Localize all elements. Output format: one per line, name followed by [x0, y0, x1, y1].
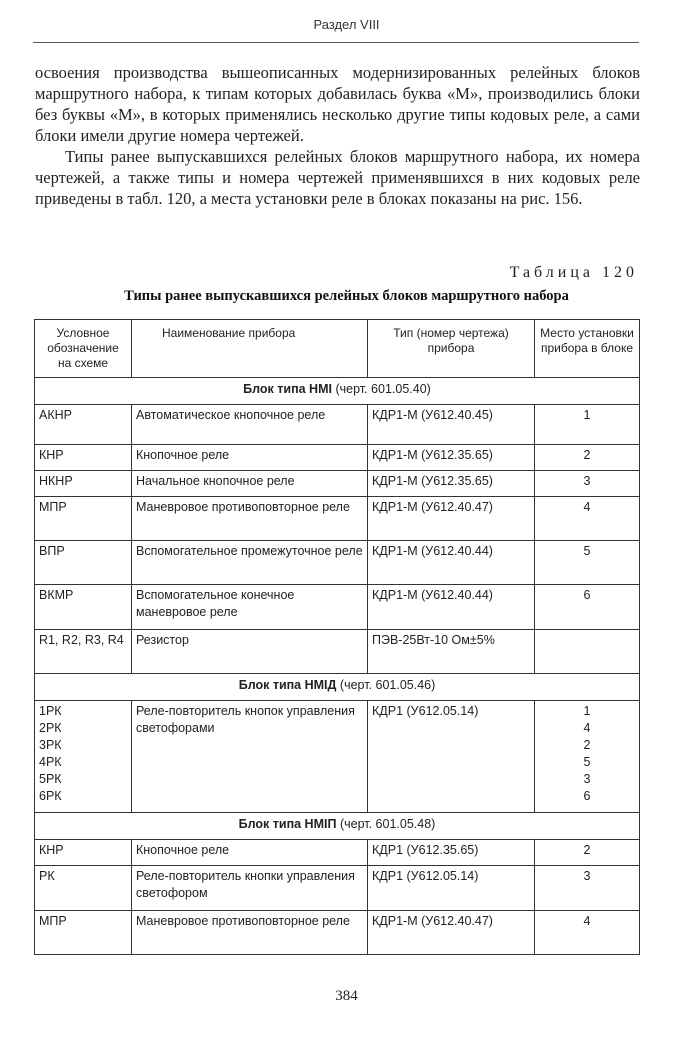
cell-type: ПЭВ-25Вт-10 Ом±5% [368, 630, 535, 674]
cell-place: 3 [535, 866, 640, 911]
table-row [35, 866, 640, 911]
table-header-row [35, 320, 640, 378]
table-row [35, 840, 640, 866]
group-name: Блок типа НМIД [238, 678, 337, 692]
cell-type: КДР1-М (У612.35.65) [368, 471, 535, 497]
cell-code: КНР [35, 445, 132, 471]
cell-name: Маневровое противоповторное реле [132, 911, 368, 955]
cell-code: НКНР [35, 471, 132, 497]
relay-blocks-table [34, 319, 640, 955]
table-row [35, 497, 640, 541]
header-place: Место установки прибора в блоке [535, 320, 640, 378]
cell-place: 3 [535, 471, 640, 497]
cell-code: ВПР [35, 541, 132, 585]
cell-type: КДР1-М (У612.35.65) [368, 445, 535, 471]
group-drawing: (черт. 601.05.48) [339, 817, 436, 831]
group-drawing: (черт. 601.05.40) [335, 382, 431, 396]
cell-type: КДР1-М (У612.40.47) [368, 497, 535, 541]
group-drawing: (черт. 601.05.46) [339, 678, 436, 692]
cell-code: R1, R2, R3, R4 [35, 630, 132, 674]
cell-code: РК [35, 866, 132, 911]
group-row [35, 674, 640, 701]
group-name: Блок типа НМI [243, 382, 332, 396]
cell-place: 1 [535, 405, 640, 445]
header-rule [33, 42, 639, 43]
cell-name: Реле-повторитель кнопок управления светофорами [132, 701, 368, 813]
cell-place: 1 4 2 5 3 6 [535, 701, 640, 813]
group-heading [35, 378, 640, 405]
cell-type: КДР1-М (У612.40.45) [368, 405, 535, 445]
page-number: 384 [335, 988, 358, 1004]
cell-code: МПР [35, 497, 132, 541]
cell-name: Маневровое противоповторное реле [132, 497, 368, 541]
table-row [35, 405, 640, 445]
paragraph: Типы ранее выпускавшихся релейных блоков маршрутного набора, их номера чертежей, а также типы и номера чертежей применявшихся в них кодовых реле приведены в табл. 120, а места установки реле в блоках показаны на рис. 156. [35, 147, 640, 208]
cell-code: 1РК 2РК 3РК 4РК 5РК 6РК [35, 701, 132, 813]
cell-code: ВКМР [35, 585, 132, 630]
cell-place: 2 [535, 445, 640, 471]
group-row [35, 813, 640, 840]
cell-name: Кнопочное реле [132, 840, 368, 866]
cell-place: 6 [535, 585, 640, 630]
cell-name: Автоматическое кнопочное реле [132, 405, 368, 445]
cell-type: КДР1 (У612.05.14) [368, 701, 535, 813]
body-text [35, 62, 640, 209]
header-name: Наименование прибора [132, 320, 368, 378]
cell-place: 4 [535, 497, 640, 541]
cell-name: Кнопочное реле [132, 445, 368, 471]
cell-code: КНР [35, 840, 132, 866]
header-code: Условное обозначение на схеме [35, 320, 132, 378]
group-row [35, 378, 640, 405]
cell-name: Резистор [132, 630, 368, 674]
cell-name: Вспомогательное промежуточное реле [132, 541, 368, 585]
cell-place: 5 [535, 541, 640, 585]
paragraph-continued: освоения производства вышеописанных модернизированных релейных блоков маршрутного набора, к типам которых добавилась буква «М», производились блоки без буквы «М», в которых применялись несколько другие типы кодовых реле, а сами блоки имели другие номера чертежей. [35, 63, 640, 145]
group-heading [35, 813, 640, 840]
table-row [35, 541, 640, 585]
cell-code: АКНР [35, 405, 132, 445]
table-title: Типы ранее выпускавшихся релейных блоков маршрутного набора [124, 288, 569, 304]
table-row [35, 471, 640, 497]
group-heading [35, 674, 640, 701]
cell-name: Начальное кнопочное реле [132, 471, 368, 497]
cell-place [535, 630, 640, 674]
header-type: Тип (номер чертежа) прибора [368, 320, 535, 378]
cell-place: 4 [535, 911, 640, 955]
cell-name: Реле-повторитель кнопки управления светофором [132, 866, 368, 911]
table-row [35, 701, 640, 813]
cell-type: КДР1 (У612.05.14) [368, 866, 535, 911]
table-row [35, 445, 640, 471]
cell-type: КДР1-М (У612.40.44) [368, 541, 535, 585]
cell-name: Вспомогательное конечное маневровое реле [132, 585, 368, 630]
cell-type: КДР1 (У612.35.65) [368, 840, 535, 866]
cell-code: МПР [35, 911, 132, 955]
table-row [35, 911, 640, 955]
table-row [35, 585, 640, 630]
group-name: Блок типа НМIП [238, 817, 337, 831]
cell-place: 2 [535, 840, 640, 866]
running-head: Раздел VIII [313, 17, 380, 32]
table-row [35, 630, 640, 674]
cell-type: КДР1-М (У612.40.47) [368, 911, 535, 955]
cell-type: КДР1-М (У612.40.44) [368, 585, 535, 630]
table-label: Таблица 120 [509, 264, 638, 281]
